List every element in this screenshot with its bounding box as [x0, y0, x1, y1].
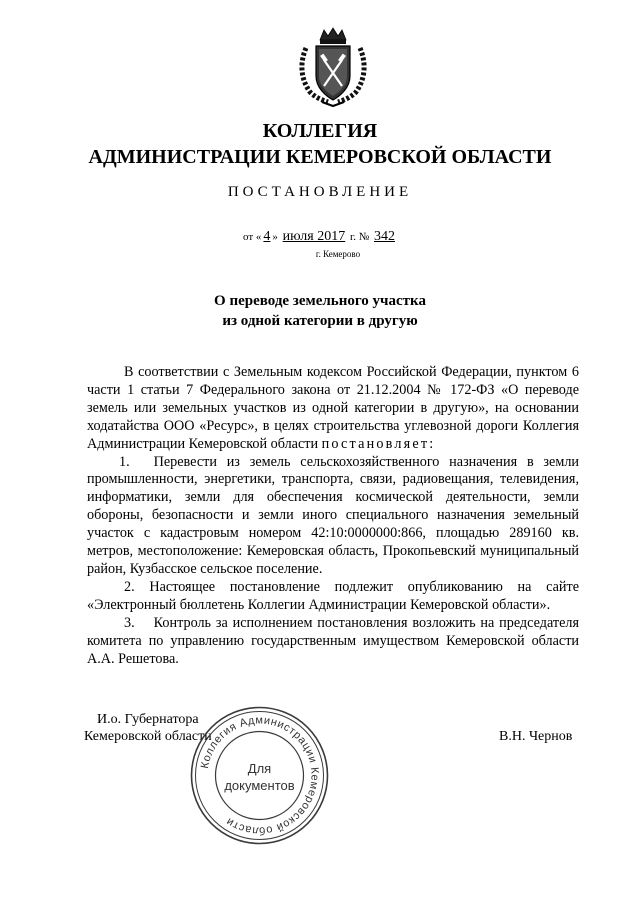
document-title-line1: О переводе земельного участка — [214, 293, 426, 309]
org-name-line2: АДМИНИСТРАЦИИ КЕМЕРОВСКОЙ ОБЛАСТИ — [88, 146, 552, 168]
coat-of-arms-icon — [298, 26, 368, 108]
signatory-position: И.о. Губернатора — [97, 712, 199, 727]
number-label: № — [358, 231, 370, 243]
date-month-year: июля 2017 — [282, 229, 346, 244]
date-sep: » — [272, 231, 278, 243]
signatory-name: В.Н. Чернов — [499, 729, 573, 744]
date-prefix: от « — [243, 231, 262, 243]
signatory-organization: Кемеровской области — [84, 729, 212, 744]
org-name-line1: КОЛЛЕГИЯ — [262, 120, 378, 142]
document-type: ПОСТАНОВЛЕНИЕ — [227, 184, 413, 200]
intro-decree-word: постановляет: — [321, 435, 436, 452]
official-stamp — [188, 704, 331, 847]
document-number: 342 — [373, 229, 395, 244]
stamp-center-line1: Для — [247, 761, 272, 776]
date-day: 4 — [263, 229, 271, 244]
date-number-line — [0, 229, 640, 245]
intro-text: В соответствии с Земельным кодексом Российской Федерации, пунктом 6 части 1 статьи 7 Федерального закона от 21.12.2004 № 172-ФЗ «О переводе земель или земельных участков из одной категории в другую», на основании ходатайства ООО «Ресурс», в целях строительства углевозной дороги Коллегия Администрации Кемеровской области — [87, 364, 579, 452]
item-1: 1. Перевести из земель сельскохозяйственного назначения в земли промышленности, энергетики, транспорта, связи, радиовещания, телевидения, информатики, земли для обеспечения космической деятельности, земли обороны, безопасности и земли иного специального назначения земельный участок с кадастровым номером 42:10:0000000:866, площадью 289160 кв. метров, местоположение: Кемеровская область, Прокопьевский муниципальный район, Кузбасское сельское поселение. — [87, 453, 579, 577]
document-title-line2: из одной категории в другую — [222, 313, 418, 329]
stamp-ring-text: Коллегия Администрации Кемеровской области — [198, 714, 321, 837]
intro-paragraph — [87, 364, 579, 454]
stamp-center-line2: документов — [224, 778, 295, 793]
document-body — [87, 364, 579, 668]
date-year-suffix: г. — [349, 231, 356, 243]
item-2: 2. Настоящее постановление подлежит опубликованию на сайте «Электронный бюллетень Коллегии Администрации Кемеровской области». — [87, 578, 579, 613]
city-name: г. Кемерово — [315, 249, 361, 259]
item-3: 3. Контроль за исполнением постановления возложить на председателя комитета по управлению государственным имуществом Кемеровской области А.А. Решетова. — [87, 614, 579, 667]
